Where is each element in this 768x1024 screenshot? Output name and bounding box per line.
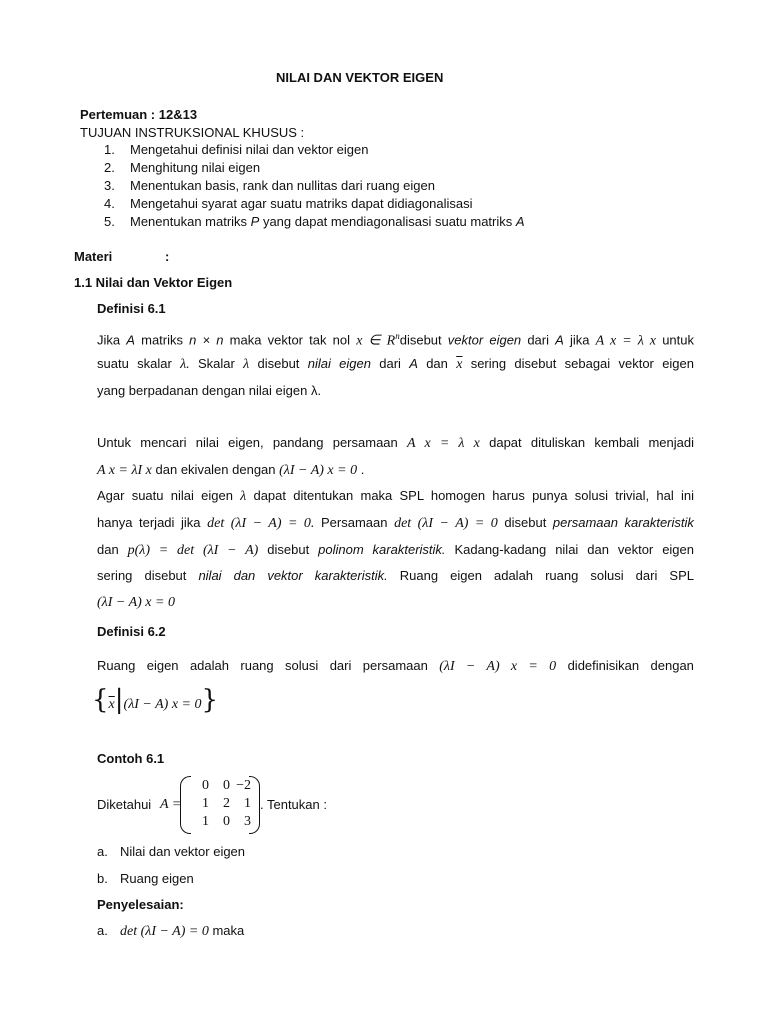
list-item: 1. Mengetahui definisi nilai dan vektor eigen <box>104 142 369 157</box>
meeting-label: Pertemuan : 12&13 <box>80 107 198 122</box>
definition-line: yang berpadanan dengan nilai eigen λ. <box>97 383 322 398</box>
section-heading: 1.1 Nilai dan Vektor Eigen <box>74 275 233 290</box>
example-heading: Contoh 6.1 <box>97 751 165 766</box>
page-title: NILAI DAN VEKTOR EIGEN <box>276 70 444 85</box>
matrix-A: 0 0 −2 1 2 1 1 0 3 <box>180 776 260 832</box>
paragraph-line: dan p(λ) = det (λI − A) disebut polinom karakteristik. Kadang-kadang nilai dan vektor eigen <box>97 542 694 558</box>
paragraph-line: Agar suatu nilai eigen λ dapat ditentukan maka SPL homogen harus punya solusi trivial, hal ini <box>97 488 694 504</box>
materi-colon: : <box>165 249 170 264</box>
list-item: a. Nilai dan vektor eigen <box>97 844 246 859</box>
matrix-lhs: A = <box>160 797 182 812</box>
list-item: 2. Menghitung nilai eigen <box>104 160 261 175</box>
paragraph-line: hanya terjadi jika det (λI − A) = 0. Persamaan det (λI − A) = 0 disebut persamaan karakteristik <box>97 515 694 531</box>
set-definition: $\{\overline{x}|(\lambda I - A) x = 0\}$ <box>92 685 219 715</box>
materi-label: Materi <box>74 249 113 264</box>
example-given: Diketahui <box>97 797 152 812</box>
definition-heading: Definisi 6.2 <box>97 624 166 639</box>
list-item: b. Ruang eigen <box>97 871 194 886</box>
definition-heading: Definisi 6.1 <box>97 301 166 316</box>
solution-line: a. det (λI − A) = 0 maka <box>97 923 245 939</box>
example-instruction: . Tentukan : <box>260 797 327 812</box>
equation: (λI − A) x = 0 <box>97 595 175 610</box>
paragraph-line: sering disebut nilai dan vektor karakteristik. Ruang eigen adalah ruang solusi dari SPL <box>97 568 694 583</box>
list-item: 5. Menentukan matriks P yang dapat mendiagonalisasi suatu matriks A <box>104 214 525 229</box>
definition-line: Jika A matriks n × n maka vektor tak nol x ∈ $R^ndisebut$ vektor eigen dari A jika A x = λ x untuk <box>97 331 694 349</box>
paragraph-line: Untuk mencari nilai eigen, pandang persamaan A x = λ x dapat dituliskan kembali menjadi <box>97 435 694 451</box>
list-item: 3. Menentukan basis, rank dan nullitas dari ruang eigen <box>104 178 435 193</box>
objectives-heading: TUJUAN INSTRUKSIONAL KHUSUS : <box>80 125 305 140</box>
paragraph-line: A x = λI x dan ekivalen dengan (λI − A) x = 0 . <box>97 462 365 478</box>
list-item: 4. Mengetahui syarat agar suatu matriks dapat didiagonalisasi <box>104 196 473 211</box>
solution-heading: Penyelesaian: <box>97 897 184 912</box>
definition-line: suatu skalar λ. Skalar λ disebut nilai eigen dari A dan $\overline{x}$ sering disebut sebagai vektor eigen <box>97 356 694 372</box>
definition-line: Ruang eigen adalah ruang solusi dari persamaan (λI − A) x = 0 didefinisikan dengan <box>97 658 694 674</box>
